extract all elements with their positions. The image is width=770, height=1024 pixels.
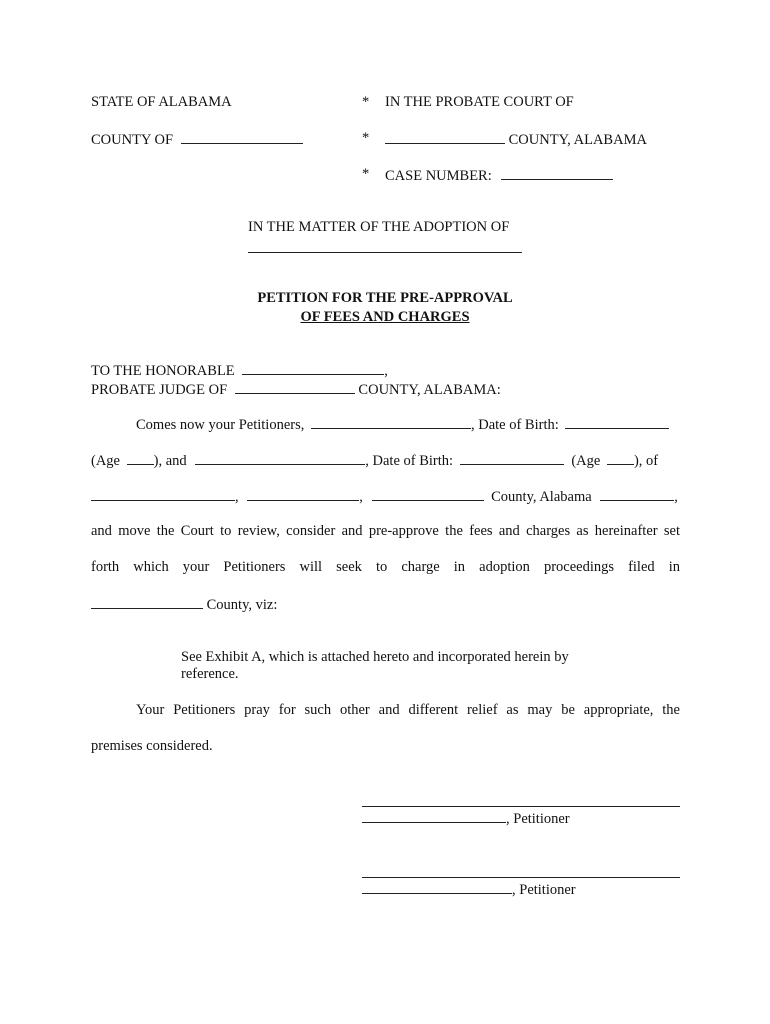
dob-2-blank[interactable] [460, 451, 564, 465]
petitioner-2-row [362, 880, 576, 899]
address-city-blank[interactable] [247, 487, 359, 501]
judge-name-blank[interactable] [242, 361, 384, 375]
county-alabama-text: County, Alabama [491, 489, 592, 505]
address-county-blank[interactable] [372, 487, 484, 501]
title-line-2: OF FEES AND CHARGES [300, 309, 470, 325]
honorable-row [91, 361, 388, 380]
separator-star: * [362, 130, 370, 146]
body-line-5: forth which your Petitioners will seek to charge in adoption proceedings filed in [91, 559, 680, 575]
address-street-blank[interactable] [91, 487, 235, 501]
age-open-2-text: (Age [571, 453, 601, 469]
title-line-1: PETITION FOR THE PRE-APPROVAL [257, 290, 513, 306]
county-viz-text: County, viz: [206, 597, 278, 613]
county-of-blank[interactable] [181, 130, 303, 144]
adoptee-name-blank[interactable] [248, 252, 522, 253]
judge-county-label: COUNTY, ALABAMA: [358, 382, 501, 398]
petitioner-1-row [362, 809, 570, 828]
exhibit-line-1: See Exhibit A, which is attached hereto and incorporated herein by [181, 649, 569, 665]
body-line-6 [91, 595, 277, 614]
honorable-label: TO THE HONORABLE [91, 363, 235, 379]
court-county-row [385, 130, 647, 149]
county-of-row [91, 130, 303, 149]
age-2-blank[interactable] [607, 451, 634, 465]
body-line-1 [136, 415, 669, 434]
court-label: IN THE PROBATE COURT OF [385, 94, 574, 110]
comma-b: , [359, 489, 363, 505]
case-number-blank[interactable] [501, 166, 613, 180]
dob-1-label: , Date of Birth: [470, 417, 559, 433]
prayer-line-1: Your Petitioners pray for such other and different relief as may be appropriate, the [136, 702, 680, 718]
signature-line-1[interactable] [362, 806, 680, 807]
comma-a: , [235, 489, 239, 505]
age-of-text: ), of [633, 453, 659, 469]
prayer-line-2: premises considered. [91, 738, 213, 754]
case-number-row [385, 166, 613, 185]
address-zip-blank[interactable] [600, 487, 674, 501]
petitioner-2-label: , Petitioner [512, 882, 576, 898]
comma-c: , [674, 489, 678, 505]
judge-row [91, 380, 501, 399]
honorable-comma: , [384, 363, 388, 379]
dob-1-blank[interactable] [565, 415, 669, 429]
petitioner-1-label: , Petitioner [506, 811, 570, 827]
state-label: STATE OF ALABAMA [91, 94, 232, 110]
court-county-blank[interactable] [385, 130, 505, 144]
matter-heading: IN THE MATTER OF THE ADOPTION OF [248, 219, 510, 235]
body-line-4: and move the Court to review, consider and pre-approve the fees and charges as hereinafter set [91, 523, 680, 539]
filing-county-blank[interactable] [91, 595, 203, 609]
court-county-label: COUNTY, ALABAMA [508, 132, 647, 148]
age-1-blank[interactable] [127, 451, 154, 465]
dob-2-label: , Date of Birth: [365, 453, 454, 469]
judge-county-blank[interactable] [235, 380, 355, 394]
petitioner-2-name-blank[interactable] [195, 451, 365, 465]
judge-label: PROBATE JUDGE OF [91, 382, 228, 398]
exhibit-line-2: reference. [181, 666, 239, 682]
separator-star: * [362, 166, 370, 182]
county-of-label: COUNTY OF [91, 132, 174, 148]
comes-now-text: Comes now your Petitioners, [136, 417, 305, 433]
age-open-text: (Age [91, 453, 120, 469]
petitioner-2-printed-blank[interactable] [362, 880, 512, 894]
body-line-2 [91, 451, 658, 470]
separator-star: * [362, 94, 370, 110]
signature-line-2[interactable] [362, 877, 680, 878]
age-and-text: ), and [153, 453, 187, 469]
case-number-label: CASE NUMBER: [385, 168, 492, 184]
petitioner-1-printed-blank[interactable] [362, 809, 506, 823]
petitioner-1-name-blank[interactable] [311, 415, 471, 429]
body-line-3 [91, 487, 678, 506]
